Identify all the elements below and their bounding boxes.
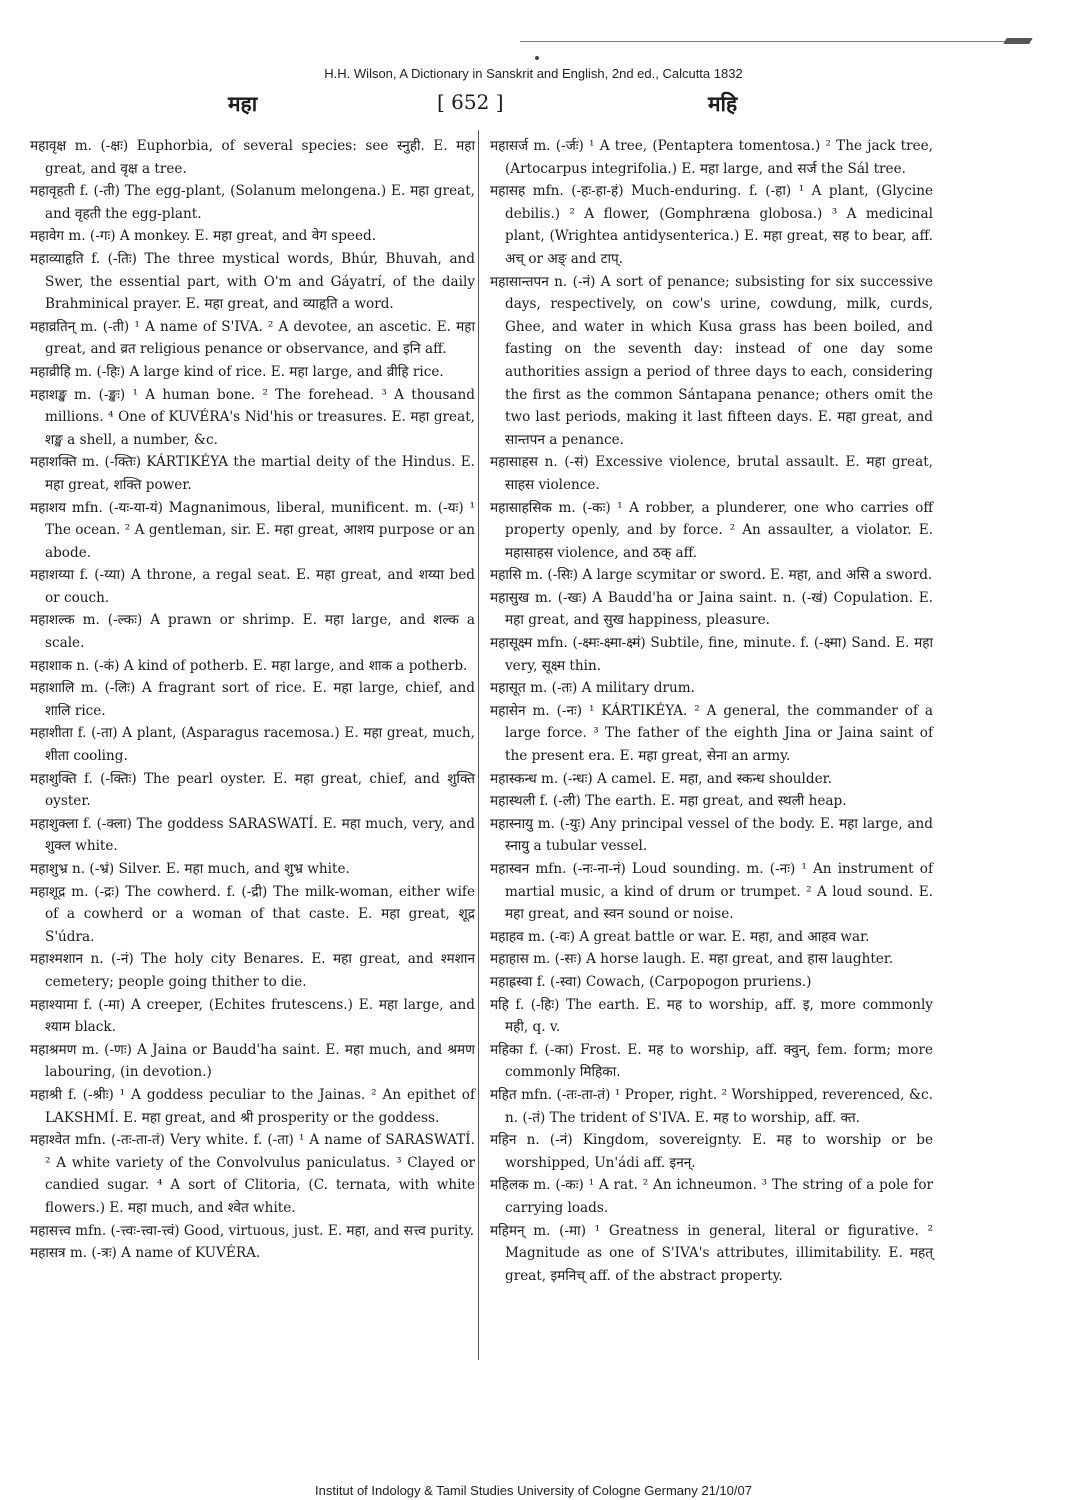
top-edge-line [520, 41, 1030, 42]
dictionary-entry: महाशल्क m. (-ल्कः) A prawn or shrimp. E. महा large, and शल्क a scale. [30, 612, 475, 652]
dictionary-entry: महास्थली f. (-ली) The earth. E. महा great, and स्थली heap. [490, 793, 847, 810]
dictionary-entry: महासान्तपन n. (-नं) A sort of penance; subsisting for six successive days, respectively, on cow's urine, cowdung, milk, curds, Ghee, and water in which Kusa grass has been boiled, and fasting on the seventh day: instead of one day some authorities assign a period of three days to each, considering the first as the common Sántapana penance; others omit the two last periods, making it last fifteen days. E. महा great, and सान्तपन a penance. [490, 273, 933, 448]
dictionary-entry: महाशय mfn. (-यः-या-यं) Magnanimous, liberal, munificent. m. (-यः) ¹ The ocean. ² A gentleman, sir. E. महा great, आशय purpose or an abode. [30, 499, 475, 561]
dictionary-entry: महासह mfn. (-हः-हा-हं) Much-enduring. f. (-हा) ¹ A plant, (Glycine debilis.) ² A flower, (Gomphræna globosa.) ³ A medicinal plant, (Wrightea antidysenterica.) E. महा great, सह to bear, aff. अच् or अङ् and टाप्. [490, 183, 933, 267]
dictionary-entry: महाव्याहृति f. (-तिः) The three mystical words, Bhúr, Bhuvah, and Swer, the essential part, with O'm and Gáyatrí, of the daily Brahminical prayer. E. महा great, and व्याहृति a word. [30, 250, 475, 313]
header-left-word: महा [228, 91, 258, 116]
dictionary-entry: महाह्रस्वा f. (-स्वा) Cowach, (Carpopogon pruriens.) [490, 973, 812, 990]
dictionary-entry: महाशूद्र m. (-द्रः) The cowherd. f. (-द्री) The milk-woman, either wife of a cowherd or a woman of that caste. E. महा great, शूद्र S'údra. [30, 883, 475, 945]
dictionary-entry: महाशालि m. (-लिः) A fragrant sort of rice. E. महा large, chief, and शालि rice. [30, 680, 475, 719]
dictionary-entry: महासाहस n. (-सं) Excessive violence, brutal assault. E. महा great, साहस violence. [490, 454, 933, 493]
header-right-word: महि [708, 91, 738, 116]
dictionary-entry: महासर्ज m. (-र्जः) ¹ A tree, (Pentaptera tomentosa.) ² The jack tree, (Artocarpus integrifolia.) E. महा large, and सर्ज the Sál tree. [490, 138, 933, 177]
dictionary-entry: महासेन m. (-नः) ¹ KÁRTIKÉYA. ² A general, the commander of a large force. ³ The father of the eighth Jina or Jaina saint of the present era. E. महा great, सेना an army. [490, 702, 933, 765]
dictionary-entry: महाश्यामा f. (-मा) A creeper, (Echites frutescens.) E. महा large, and श्याम black. [30, 996, 475, 1036]
dictionary-entry: महाशुभ्र n. (-भ्रं) Silver. E. महा much, and शुभ्र white. [30, 861, 350, 877]
source-title: H.H. Wilson, A Dictionary in Sanskrit and English, 2nd ed., Calcutta 1832 [324, 66, 743, 81]
dictionary-entry: महाव्रीहि m. (-हिः) A large kind of rice. E. महा large, and व्रीहि rice. [30, 363, 444, 380]
dictionary-entry: महासि m. (-सिः) A large scymitar or sword. E. महा, and असि a sword. [490, 567, 933, 584]
left-column [30, 135, 475, 1265]
dictionary-entry: महाश्वेत mfn. (-तः-ता-तं) Very white. f. (-ता) ¹ A name of SARASWATÍ. ² A white variety of the Convolvulus paniculatus. ³ Clayed or candied sugar. ⁴ A sort of Clitoria, (C. ternata, with white flowers.) E. महा much, and श्वेत white. [30, 1132, 475, 1216]
dictionary-entry: महास्कन्ध m. (-न्धः) A camel. E. महा, and स्कन्ध shoulder. [490, 770, 832, 787]
dictionary-entry: महिमन् m. (-मा) ¹ Greatness in general, literal or figurative. ² Magnitude as one of S'IVA's attributes, illimitability. E. महत् great, इमनिच् aff. of the abstract property. [490, 1222, 933, 1284]
dictionary-entry: महासत्र m. (-त्रः) A name of KUVÉRA. [30, 1245, 261, 1262]
dictionary-entry: महिन n. (-नं) Kingdom, sovereignty. E. मह to worship or be worshipped, Un'ádi aff. इनन्. [490, 1132, 933, 1171]
dictionary-entry: महाशाक n. (-कं) A kind of potherb. E. महा large, and शाक a potherb. [30, 657, 468, 674]
dictionary-entry: महाशय्या f. (-य्या) A throne, a regal seat. E. महा great, and शय्या bed or couch. [30, 567, 475, 606]
dictionary-entry: महाश्मशान n. (-नं) The holy city Benares. E. महा great, and श्मशान cemetery; people going thither to die. [30, 951, 475, 990]
dictionary-entry: महिका f. (-का) Frost. E. मह to worship, aff. क्वुन्, fem. form; more commonly मिहिका. [490, 1041, 933, 1081]
dictionary-entry: महाशुक्ति f. (-क्तिः) The pearl oyster. E. महा great, chief, and शुक्ति oyster. [30, 770, 475, 810]
dictionary-entry: महास्नायु m. (-युः) Any principal vessel of the body. E. महा large, and स्नायु a tubular vessel. [490, 815, 933, 855]
dictionary-entry: महावृहती f. (-ती) The egg-plant, (Solanum melongena.) E. महा great, and वृहती the egg-plant. [30, 183, 475, 222]
dictionary-entry: महाश्रमण m. (-णः) A Jaina or Baudd'ha saint. E. महा much, and श्रमण labouring, (in devotion.) [30, 1041, 475, 1081]
dictionary-entry: महाहव m. (-वः) A great battle or war. E. महा, and आहव war. [490, 928, 870, 945]
scan-mark [1003, 38, 1032, 44]
dictionary-entry: महाव्रतिन् m. (-ती) ¹ A name of S'IVA. ² A devotee, an ascetic. E. महा great, and व्रत religious penance or observance, and इनि aff. [30, 318, 475, 358]
dictionary-entry: महासुख m. (-खः) A Baudd'ha or Jaina saint. n. (-खं) Copulation. E. महा great, and सुख happiness, pleasure. [490, 589, 933, 629]
dictionary-entry: महावेग m. (-गः) A monkey. E. महा great, and वेग speed. [30, 228, 377, 245]
dictionary-entry: महावृक्ष m. (-क्षः) Euphorbia, of several species: see स्नुही. E. महा great, and वृक्ष a tree. [30, 138, 475, 177]
dictionary-entry: महाशीता f. (-ता) A plant, (Asparagus racemosa.) E. महा great, much, शीता cooling. [30, 725, 475, 765]
dictionary-entry: महाशङ्ख m. (-ङ्खः) ¹ A human bone. ² The forehead. ³ A thousand millions. ⁴ One of KUVÉRA's Nid'his or treasures. E. महा great, शङ्ख a shell, a number, &c. [30, 386, 475, 448]
dictionary-entry: महाहास m. (-सः) A horse laugh. E. महा great, and हास laughter. [490, 951, 894, 968]
dictionary-entry: महासाहसिक m. (-कः) ¹ A robber, a plunderer, one who carries off property openly, and by force. ² An assaulter, a violator. E. महासाहस violence, and ठक् aff. [490, 499, 933, 561]
dictionary-entry: महिलक m. (-कः) ¹ A rat. ² An ichneumon. ³ The string of a pole for carrying loads. [490, 1177, 933, 1216]
footer-text: Institut of Indology & Tamil Studies University of Cologne Germany 21/10/07 [315, 1483, 752, 1498]
dictionary-entry: महाशक्ति m. (-क्तिः) KÁRTIKÉYA the martial deity of the Hindus. E. महा great, शक्ति power. [30, 454, 475, 493]
dictionary-entry: महासत्त्व mfn. (-त्त्वः-त्त्वा-त्त्वं) Good, virtuous, just. E. महा, and सत्त्व purity. [30, 1222, 475, 1239]
column-divider [478, 130, 479, 1360]
dictionary-entry: महित mfn. (-तः-ता-तं) ¹ Proper, right. ² Worshipped, reverenced, &c. n. (-तं) The trident of S'IVA. E. मह to worship, aff. क्त. [490, 1086, 933, 1126]
dictionary-entry: महासूक्ष्म mfn. (-क्ष्मः-क्ष्मा-क्ष्मं) Subtile, fine, minute. f. (-क्ष्मा) Sand. E. महा very, सूक्ष्म thin. [490, 635, 933, 674]
dictionary-entry: महाशुक्ला f. (-क्ला) The goddess SARASWATÍ. E. महा much, very, and शुक्ल white. [30, 815, 475, 855]
right-column [490, 135, 933, 1287]
dictionary-entry: महासूत m. (-तः) A military drum. [490, 680, 695, 697]
dictionary-entry: महि f. (-हिः) The earth. E. मह to worship, aff. इ, more commonly मही, q. v. [490, 996, 933, 1036]
scan-dot [535, 56, 539, 60]
page-number: [ 652 ] [437, 90, 504, 114]
dictionary-entry: महास्वन mfn. (-नः-ना-नं) Loud sounding. m. (-नः) ¹ An instrument of martial music, a kind of drum or trumpet. ² A loud sound. E. महा great, and स्वन sound or noise. [490, 861, 933, 923]
dictionary-entry: महाश्री f. (-श्रीः) ¹ A goddess peculiar to the Jainas. ² An epithet of LAKSHMÍ. E. महा great, and श्री prosperity or the goddess. [30, 1086, 475, 1126]
